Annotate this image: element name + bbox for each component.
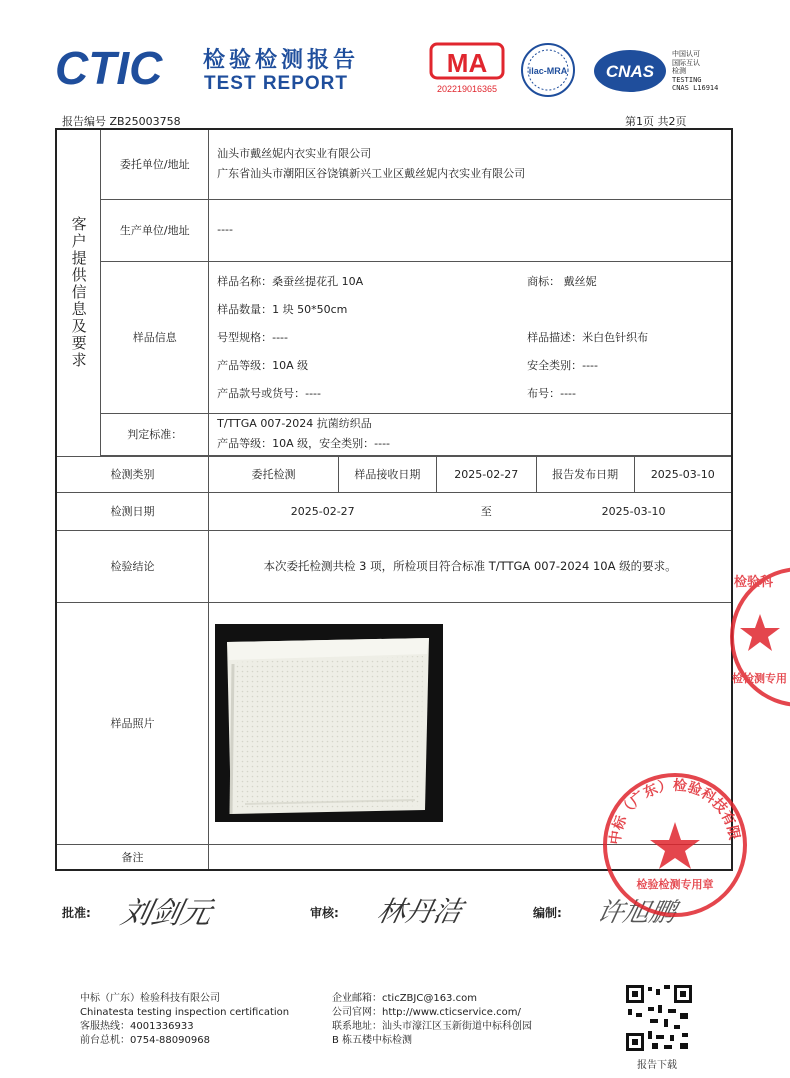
test-date-to-word: 至 (436, 492, 536, 530)
sample-quantity: 样品数量：1 块 50*50cm (217, 302, 348, 316)
footer-company-en: Chinatesta testing inspection certification (80, 1007, 290, 1018)
side-seal (730, 562, 790, 716)
sample-info-label: 样品信息 (101, 261, 209, 413)
sample-style-no: 产品款号或货号：---- (217, 386, 321, 400)
report-title-cn: 检验检测报告 (203, 48, 360, 73)
side-seal-top: 检验科 (734, 575, 774, 590)
official-seal (600, 770, 750, 924)
sample-photo (215, 624, 443, 822)
download-qr-code[interactable] (624, 983, 694, 1057)
side-seal-star-icon (740, 614, 780, 651)
ctic-logo-text: CTIC (55, 42, 163, 92)
side-seal-bottom: 检检测专用 (732, 672, 787, 685)
report-title-en: TEST REPORT (204, 73, 349, 94)
sample-name: 样品名称：桑蚕丝提花孔 10A (217, 274, 364, 288)
cnas-label: CNAS (605, 62, 655, 81)
sample-safety: 安全类别：---- (527, 358, 598, 372)
test-type-value: 委托检测 (209, 456, 339, 492)
client-section-title: 客户提供信息及要求 (56, 129, 101, 456)
issue-date-value: 2025-03-10 (634, 456, 732, 492)
photo-label: 样品照片 (56, 602, 209, 844)
qr-label: 报告下载 (637, 1060, 677, 1071)
standard-value: T/TTGA 007-2024 抗菌纺织品 产品等级：10A 级，安全类别：---- (209, 413, 732, 455)
entrust-address: 广东省汕头市潮阳区谷饶镇新兴工业区戴丝妮内衣实业有限公司 (217, 167, 526, 181)
receive-date-value: 2025-02-27 (436, 456, 536, 492)
test-date-from: 2025-02-27 (209, 492, 437, 530)
review-label: 审核: (310, 906, 339, 920)
entrust-label: 委托单位/地址 (101, 129, 209, 199)
ilac-label: ilac-MRA (528, 66, 568, 76)
test-date-label: 检测日期 (56, 492, 209, 530)
report-number: 报告编号 ZB25003758 (62, 115, 181, 128)
producer-value: ---- (209, 199, 732, 261)
sample-brand: 商标： 戴丝妮 (527, 274, 597, 288)
entrust-value (209, 129, 732, 199)
sample-description: 样品描述：米白色针织布 (527, 330, 649, 344)
report-table (55, 128, 733, 871)
page-info: 第1页 共2页 (625, 115, 687, 128)
compile-signature: 许旭鹏 (594, 898, 679, 928)
review-signature: 林丹洁 (374, 895, 466, 928)
footer-website: 公司官网：http://www.cticservice.com/ (332, 1007, 521, 1018)
issue-date-label: 报告发布日期 (536, 456, 634, 492)
receive-date-label: 样品接收日期 (338, 456, 436, 492)
cma-logo (427, 40, 507, 100)
footer-address-1: 联系地址：汕头市濠江区玉新街道中标科创园 (332, 1021, 532, 1032)
standard-label: 判定标准： (101, 413, 209, 455)
seal-star-icon (650, 822, 700, 869)
footer-email: 企业邮箱：cticZBJC@163.com (332, 993, 477, 1004)
sample-info-fields (209, 261, 732, 413)
sample-size: 号型规格：---- (217, 330, 288, 344)
cma-number: 202219016365 (436, 84, 498, 94)
sample-fabric-no: 布号：---- (527, 386, 576, 400)
seal-bottom-text: 检验检测专用章 (636, 878, 714, 891)
test-date-to: 2025-03-10 (536, 492, 732, 530)
sample-grade: 产品等级：10A 级 (217, 358, 309, 372)
conclusion-value: 本次委托检测共检 3 项，所检项目符合标准 T/TTGA 007-2024 10A 级的要求。 (209, 530, 732, 602)
footer-hotline: 客服热线：4001336933 (80, 1021, 194, 1032)
entrust-name: 汕头市戴丝妮内衣实业有限公司 (217, 147, 372, 161)
ctic-logo (55, 42, 195, 96)
seal-ring-text: 中标（广东）检验科技有限 (607, 777, 742, 846)
footer-company-info (80, 992, 289, 1048)
remark-label: 备注 (56, 844, 209, 870)
cnas-accreditation-text: 中国认可 国际互认 检测 TESTING CNAS L16914 (672, 50, 719, 92)
compile-label: 编制: (533, 906, 562, 920)
footer-company-cn: 中标（广东）检验科技有限公司 (80, 993, 220, 1004)
cnas-logo (592, 48, 668, 98)
producer-label: 生产单位/地址 (101, 199, 209, 261)
ilac-mra-logo (512, 40, 584, 104)
footer-address-2: B 栋五楼中标检测 (332, 1035, 413, 1046)
approve-signature: 刘剑元 (117, 896, 215, 931)
conclusion-label: 检验结论 (56, 530, 209, 602)
approve-label: 批准: (62, 906, 91, 920)
footer-front-desk: 前台总机：0754-88090968 (80, 1035, 210, 1046)
cma-label: MA (446, 48, 488, 78)
test-type-label: 检测类别 (56, 456, 209, 492)
footer-contact-info (332, 992, 532, 1048)
